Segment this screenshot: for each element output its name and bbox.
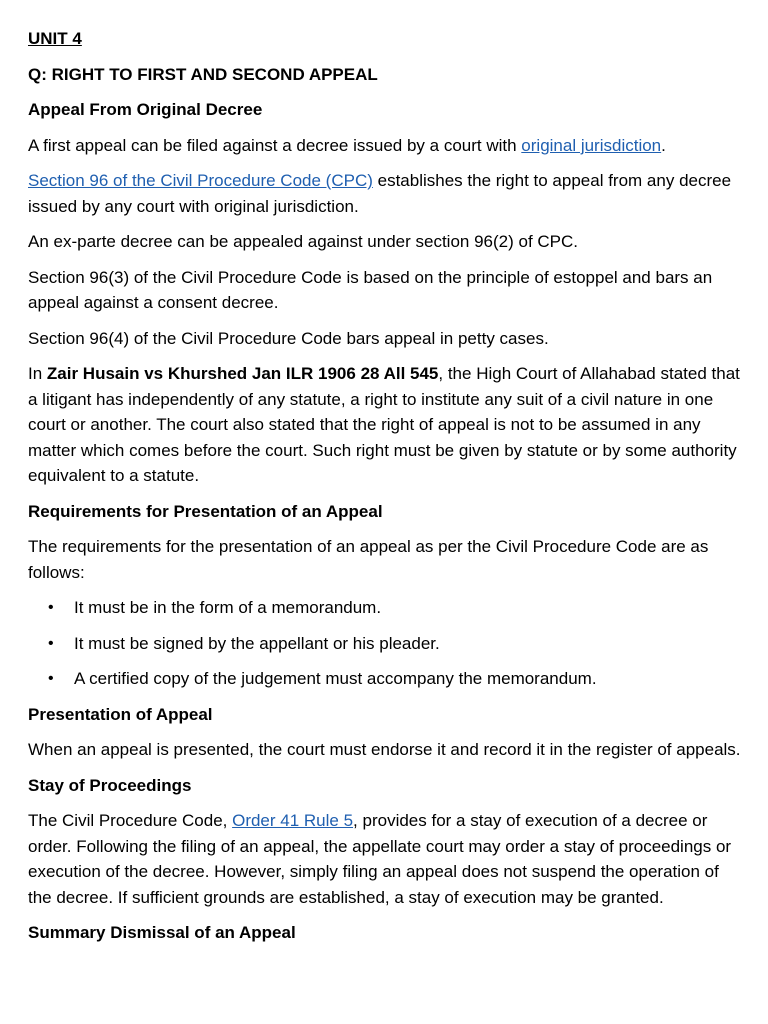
unit-title: UNIT 4 [28,29,82,48]
paragraph-text: In [28,364,47,383]
list-item: • A certified copy of the judgement must accompany the memorandum. [28,666,742,692]
list-item: • It must be signed by the appellant or his pleader. [28,631,742,657]
paragraph-text: , provides for a stay of execution of a decree or order. Following the filing of an appeal, the appellate court may order a stay of proceedings or execution of the decree. However, simply filing an appeal does not suspend the operation of the decree. If sufficient grounds are established, a stay of execution may be granted. [28,811,732,907]
section-heading-appeal-original: Appeal From Original Decree [28,100,263,119]
section-heading-presentation: Presentation of Appeal [28,704,213,724]
paragraph-requirements-intro: The requirements for the presentation of an appeal as per the Civil Procedure Code are as follows: [28,537,709,582]
paragraph-text: The Civil Procedure Code, [28,811,233,830]
paragraph-first-appeal [28,133,742,159]
paragraph-text: A first appeal can be filed against a decree issued by a court with [28,135,522,155]
paragraph-section-96-4: Section 96(4) of the Civil Procedure Code bars appeal in petty cases. [28,328,549,348]
case-citation: Zair Husain vs Khurshed Jan ILR 1906 28 All 545 [46,364,439,383]
paragraph-ex-parte: An ex-parte decree can be appealed against under section 96(2) of CPC. [28,232,579,251]
paragraph-text: . [661,135,666,155]
paragraph-section-96-3: Section 96(3) of the Civil Procedure Code is based on the principle of estoppel and bars an appeal against a consent decree. [28,267,713,312]
section-heading-stay: Stay of Proceedings [28,775,192,795]
paragraph-section-96 [28,168,742,219]
section-heading-requirements: Requirements for Presentation of an Appeal [28,501,383,521]
requirements-list [28,595,742,692]
question-heading: Q: RIGHT TO FIRST AND SECOND APPEAL [28,64,378,84]
paragraph-presentation: When an appeal is presented, the court must endorse it and record it in the register of appeals. [28,740,741,759]
paragraph-text: , the High Court of Allahabad stated that a litigant has independently of any statute, a right to institute any suit of a civil nature in one court or another. The court also stated that the right of appeal is not to be assumed in any matter which comes before the court. Such right must be given by statute or by some authority equivalent to a statute. [28,364,740,485]
paragraph-case-law [28,361,742,489]
paragraph-stay [28,808,742,910]
section-heading-summary-dismissal: Summary Dismissal of an Appeal [28,923,296,942]
link-section-96-cpc[interactable]: Section 96 of the Civil Procedure Code (CPC) [28,171,373,190]
list-item: • It must be in the form of a memorandum. [28,595,742,621]
paragraph-text: establishes the right to appeal from any decree issued by any court with original jurisdiction. [28,171,732,216]
link-original-jurisdiction[interactable]: original jurisdiction [521,135,662,155]
link-order-41-rule-5[interactable]: Order 41 Rule 5 [232,811,354,830]
